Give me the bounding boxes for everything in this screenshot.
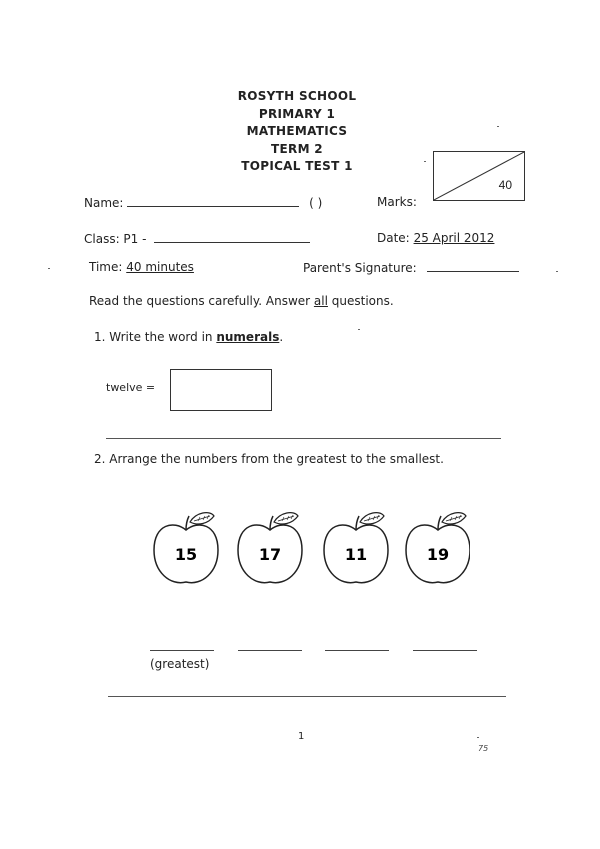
apple-number-2: 17 bbox=[258, 545, 282, 564]
corner-mark: 75 bbox=[478, 744, 489, 753]
test-title: TOPICAL TEST 1 bbox=[241, 159, 353, 173]
name-label: Name: bbox=[84, 196, 124, 210]
scan-speck bbox=[358, 329, 360, 330]
subject: MATHEMATICS bbox=[246, 124, 348, 138]
instructions bbox=[89, 294, 394, 308]
answer-line-3[interactable] bbox=[325, 650, 389, 651]
marks-box[interactable] bbox=[433, 151, 525, 201]
apple-row bbox=[150, 510, 470, 594]
date-value: 25 April 2012 bbox=[413, 231, 495, 245]
scan-speck bbox=[477, 737, 479, 738]
answer-line-4[interactable] bbox=[413, 650, 477, 651]
instructions-emphasis: all bbox=[313, 294, 328, 308]
instructions-text: Read the questions carefully. Answer bbox=[89, 294, 314, 308]
signature-blank[interactable] bbox=[427, 260, 519, 272]
class-blank[interactable] bbox=[154, 231, 310, 243]
parent-signature-label: Parent's Signature: bbox=[303, 261, 417, 275]
marks-divider bbox=[434, 152, 524, 200]
answer-line-1[interactable] bbox=[150, 650, 214, 651]
scan-speck bbox=[48, 268, 50, 269]
scan-speck bbox=[497, 126, 499, 127]
apples-graphic bbox=[150, 510, 470, 590]
time-value: 40 minutes bbox=[126, 260, 194, 274]
marks-label: Marks: bbox=[377, 195, 417, 209]
scan-speck bbox=[556, 271, 558, 272]
question-1-emphasis: numerals bbox=[216, 330, 280, 344]
question-1 bbox=[94, 330, 283, 344]
question-1-prompt: twelve = bbox=[106, 381, 156, 394]
name-row bbox=[84, 195, 322, 210]
time-row bbox=[89, 260, 194, 274]
apple-number-3: 11 bbox=[344, 545, 368, 564]
bottom-separator-line bbox=[108, 696, 506, 697]
apple-number-1: 15 bbox=[174, 545, 198, 564]
name-blank[interactable] bbox=[127, 195, 299, 207]
term: TERM 2 bbox=[271, 141, 323, 156]
date-label: Date: bbox=[377, 231, 410, 245]
greatest-label: (greatest) bbox=[150, 657, 210, 671]
date-row bbox=[377, 231, 494, 245]
marks-total: 40 bbox=[498, 178, 512, 192]
question-1-tail: . bbox=[279, 330, 284, 344]
level: PRIMARY 1 bbox=[258, 106, 336, 121]
separator-line bbox=[106, 438, 501, 439]
time-label: Time: bbox=[89, 260, 123, 274]
class-label: Class: P1 - bbox=[84, 232, 147, 246]
answer-line-2[interactable] bbox=[238, 650, 302, 651]
question-1-text: 1. Write the word in bbox=[94, 330, 217, 344]
page-number: 1 bbox=[298, 731, 305, 742]
class-row bbox=[84, 231, 310, 246]
signature-row bbox=[303, 260, 519, 275]
school-name: ROSYTH SCHOOL bbox=[237, 89, 357, 103]
question-1-answer-box[interactable] bbox=[170, 369, 272, 411]
register-number-parens[interactable]: ( ) bbox=[309, 196, 323, 210]
question-2-text: 2. Arrange the numbers from the greatest to the smallest. bbox=[94, 452, 444, 466]
scan-speck bbox=[424, 161, 426, 162]
instructions-tail: questions. bbox=[327, 294, 394, 308]
apple-number-4: 19 bbox=[426, 545, 450, 564]
